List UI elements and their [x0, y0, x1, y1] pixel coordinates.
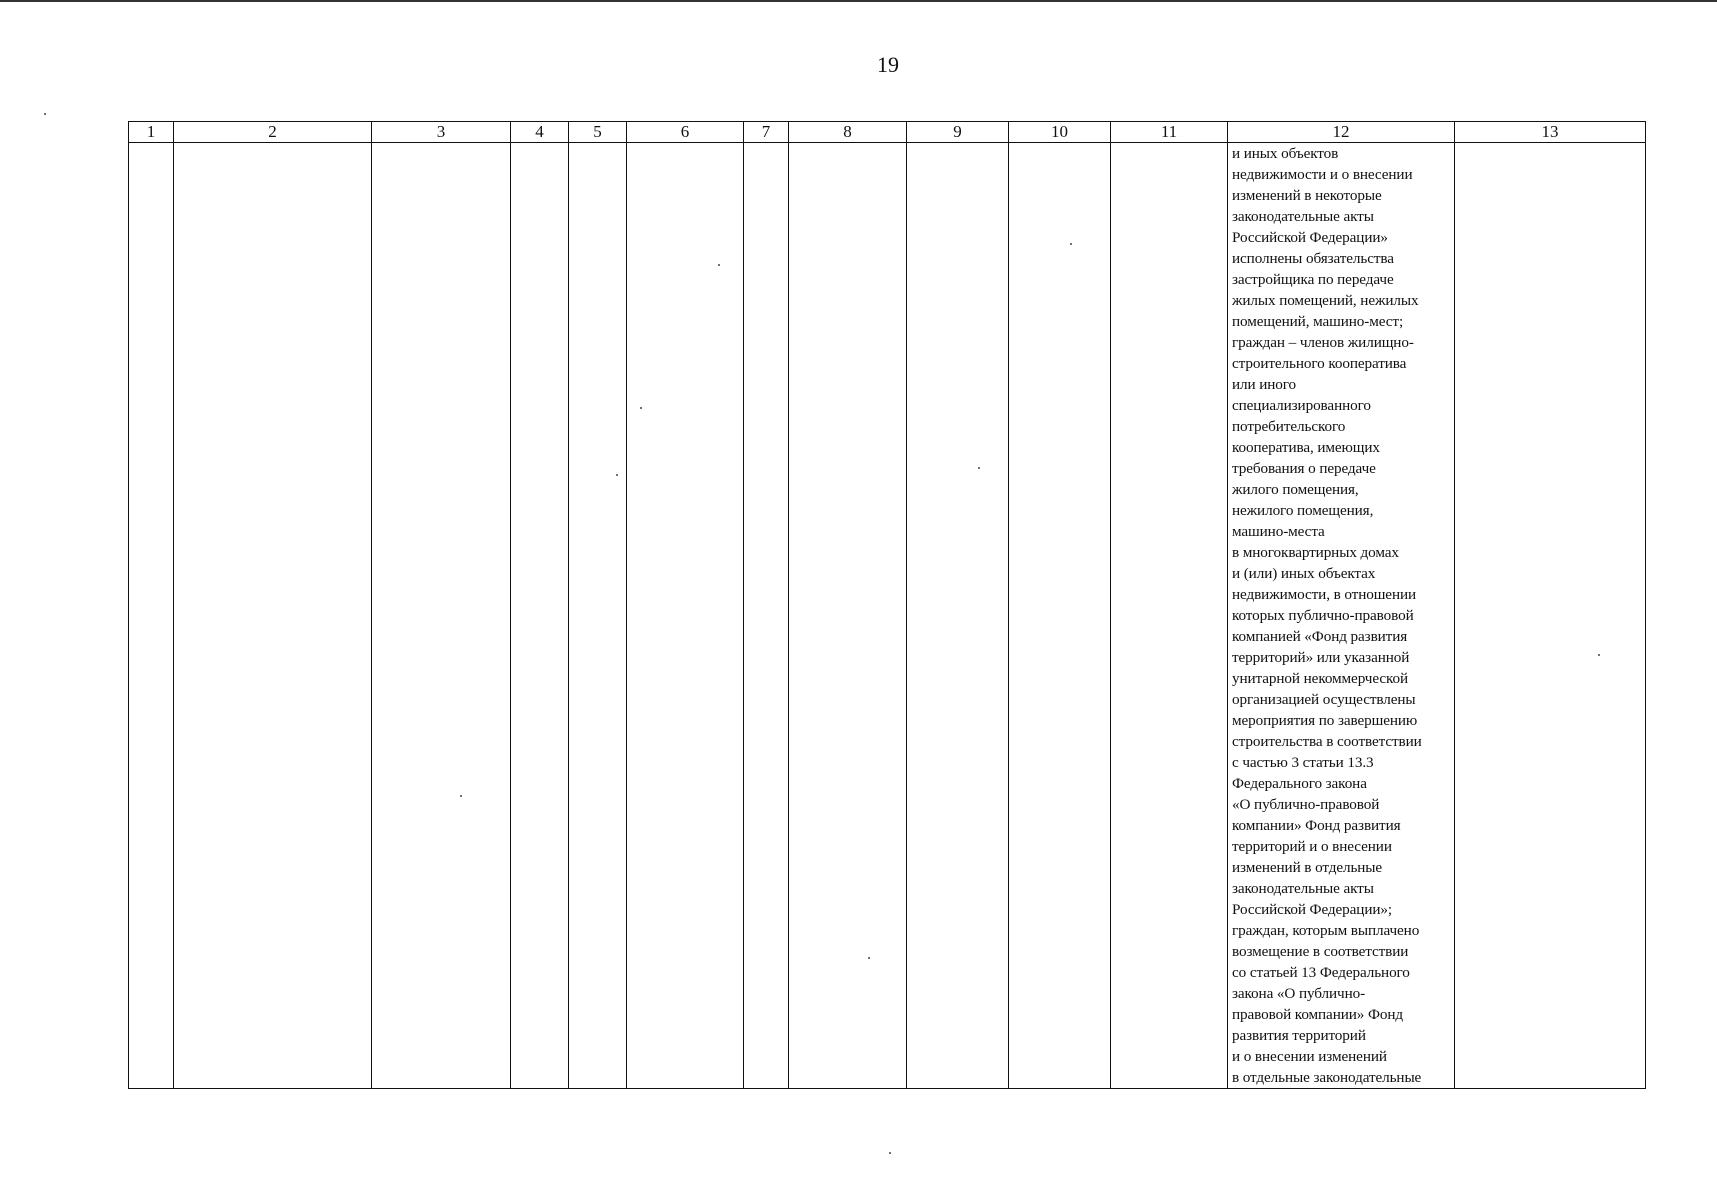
- scan-speck: [1598, 654, 1600, 656]
- cell-col-5: [569, 143, 627, 1089]
- header-col-12: 12: [1228, 122, 1455, 143]
- scan-speck: [978, 467, 980, 469]
- scan-speck: [460, 795, 462, 797]
- header-col-3: 3: [372, 122, 511, 143]
- cell-col-12-text: и иных объектов недвижимости и о внесении изменений в некоторые законодательные акты Российской Федерации» исполнены обязательства застройщика по передаче жилых помещений, нежилых помещений, машино-мест; граждан – членов жилищно- строительного кооператива или иного специализированного потребительского кооператива, имеющих требования о передаче жилого помещения, нежилого помещения, машино-места в многоквартирных домах и (или) иных объектах недвижимости, в отношении которых публично-правовой компанией «Фонд развития территорий» или указанной унитарной некоммерческой организацией осуществлены мероприятия по завершению строительства в соответствии с частью 3 статьи 13.3 Федерального закона «О публично-правовой компании» Фонд развития территорий и о внесении изменений в отдельные законодательные акты Российской Федерации»; граждан, которым выплачено возмещение в соответствии со статьей 13 Федерального закона «О публично- правовой компании» Фонд развития территорий и о внесении изменений в отдельные законодательные: [1232, 145, 1422, 1086]
- cell-col-9: [907, 143, 1009, 1089]
- header-row: [129, 122, 1646, 143]
- header-col-6: 6: [627, 122, 744, 143]
- page-number: 19: [877, 52, 899, 77]
- header-col-7: 7: [744, 122, 789, 143]
- cell-col-11: [1111, 143, 1228, 1089]
- cell-col-8: [789, 143, 907, 1089]
- header-col-13: 13: [1455, 122, 1646, 143]
- scan-speck: [1070, 243, 1072, 245]
- scan-speck: [868, 957, 870, 959]
- header-col-9: 9: [907, 122, 1009, 143]
- cell-col-7: [744, 143, 789, 1089]
- header-col-8: 8: [789, 122, 907, 143]
- scan-speck: [718, 264, 720, 266]
- page-top-edge: [0, 0, 1717, 2]
- scan-speck: [44, 113, 46, 115]
- cell-col-12: [1228, 143, 1455, 1089]
- header-col-2: 2: [174, 122, 372, 143]
- scan-speck: [889, 1152, 891, 1154]
- header-col-4: 4: [511, 122, 569, 143]
- scan-speck: [640, 407, 642, 409]
- document-table: [128, 121, 1646, 1089]
- cell-col-10: [1009, 143, 1111, 1089]
- cell-col-4: [511, 143, 569, 1089]
- scan-speck: [616, 474, 618, 476]
- header-col-10: 10: [1009, 122, 1111, 143]
- header-col-11: 11: [1111, 122, 1228, 143]
- cell-col-1: [129, 143, 174, 1089]
- cell-col-3: [372, 143, 511, 1089]
- cell-col-6: [627, 143, 744, 1089]
- cell-col-13: [1455, 143, 1646, 1089]
- cell-col-2: [174, 143, 372, 1089]
- header-col-5: 5: [569, 122, 627, 143]
- header-col-1: 1: [129, 122, 174, 143]
- table-row: [129, 143, 1646, 1089]
